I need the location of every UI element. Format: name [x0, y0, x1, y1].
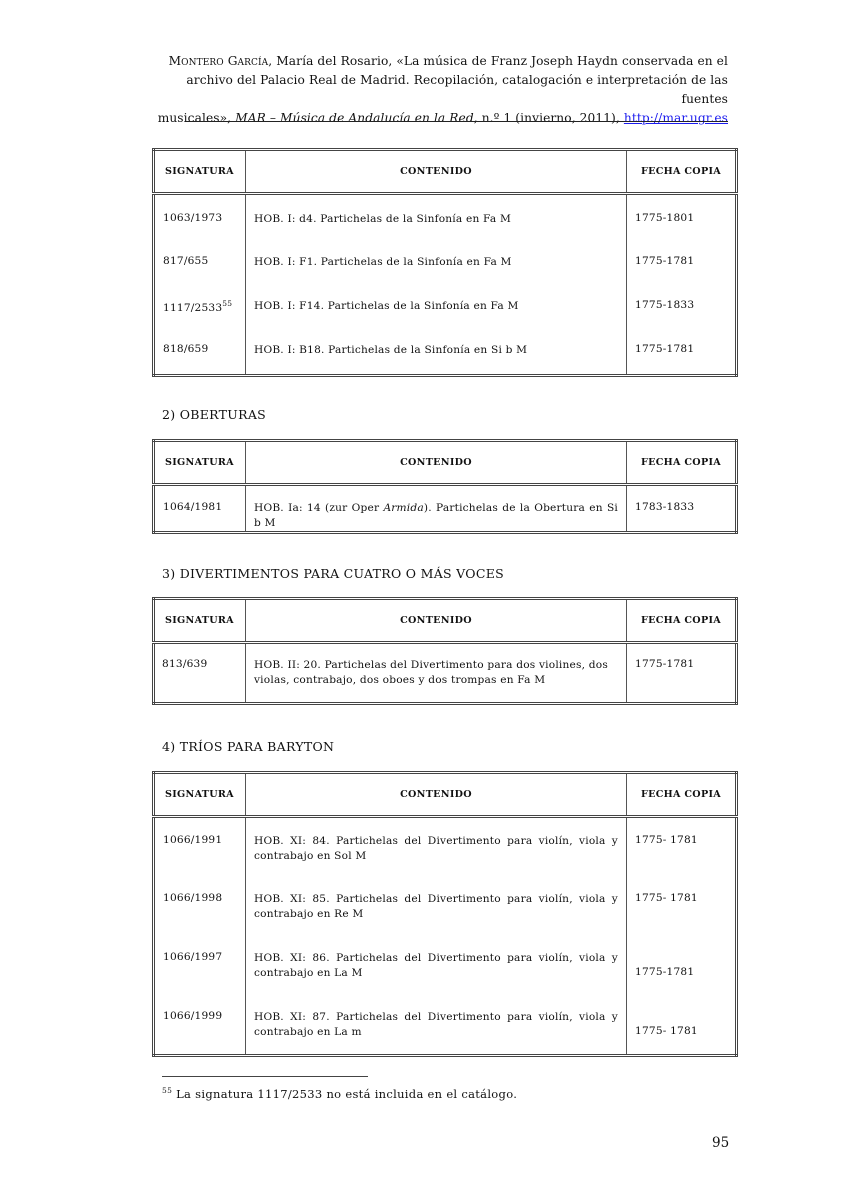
fecha-cell: 1775- 1781 — [627, 817, 737, 876]
contenido-cell: HOB. I: F14. Partichelas de la Sinfonía en Fa M — [246, 282, 627, 326]
header-line-1 — [150, 52, 728, 71]
signatura-cell: 1066/1991 — [154, 817, 246, 876]
col-fecha: FECHA COPIA — [627, 441, 737, 485]
header-line-2: archivo del Palacio Real de Madrid. Recopilación, catalogación e interpretación de las fuentes — [186, 73, 728, 106]
signatura-cell: 1066/1998 — [154, 876, 246, 935]
fecha-cell: 1775- 1781 — [627, 876, 737, 935]
signatura-cell: 817/655 — [154, 238, 246, 282]
table-row — [154, 282, 737, 326]
table-header-row — [154, 599, 737, 643]
header-rule — [186, 121, 728, 122]
footnote — [162, 1086, 517, 1101]
table-header-row — [154, 441, 737, 485]
signatura-cell — [154, 282, 246, 326]
contenido-cell: HOB. II: 20. Partichelas del Divertimento para dos violines, dos violas, contrabajo, dos oboes y dos trompas en Fa M — [246, 643, 627, 704]
table-row — [154, 876, 737, 935]
table-row — [154, 643, 737, 704]
contenido-text: HOB. Ia: 14 (zur Oper — [254, 502, 384, 514]
contenido-cell: HOB. I: B18. Partichelas de la Sinfonía en Si b M — [246, 326, 627, 376]
table-row — [154, 935, 737, 994]
table-header-row — [154, 773, 737, 817]
col-contenido: CONTENIDO — [246, 773, 627, 817]
header-text: , n.º 1 (invierno, 2011), — [473, 111, 620, 125]
journal-link[interactable]: http://mar.ugr.es — [623, 111, 728, 125]
col-signatura: SIGNATURA — [154, 441, 246, 485]
col-fecha: FECHA COPIA — [627, 150, 737, 194]
signatura-cell: 1063/1973 — [154, 194, 246, 238]
contenido-cell: HOB. XI: 84. Partichelas del Divertimento para violín, viola y contrabajo en Sol M — [246, 817, 627, 876]
footnote-text: La signatura 1117/2533 no está incluida en el catálogo. — [172, 1087, 518, 1101]
sinfonias-table — [152, 148, 738, 377]
page-number: 95 — [712, 1135, 730, 1151]
journal-title: MAR – Música de Andalucía en la Red — [235, 111, 474, 125]
signatura-cell: 1066/1997 — [154, 935, 246, 994]
contenido-text: ). Partichelas de la Obertura en Si b M — [254, 502, 618, 529]
divertimentos-table — [152, 597, 738, 705]
signatura-cell: 813/639 — [154, 643, 246, 704]
opera-title: Armida — [383, 502, 424, 514]
signatura-cell: 1064/1981 — [154, 485, 246, 533]
fecha-cell: 1775-1781 — [627, 643, 737, 704]
col-signatura: SIGNATURA — [154, 773, 246, 817]
fecha-cell: 1775-1781 — [627, 238, 737, 282]
fecha-cell: 1783-1833 — [627, 485, 737, 533]
table-row — [154, 817, 737, 876]
col-contenido: CONTENIDO — [246, 599, 627, 643]
fecha-cell: 1775-1781 — [627, 935, 737, 994]
contenido-cell: HOB. XI: 86. Partichelas del Divertimento para violín, viola y contrabajo en La M — [246, 935, 627, 994]
oberturas-table — [152, 439, 738, 534]
section-title-trios: 4) TRÍOS PARA BARYTON — [162, 739, 335, 754]
contenido-cell: HOB. XI: 87. Partichelas del Divertimento para violín, viola y contrabajo en La m — [246, 994, 627, 1056]
table-row — [154, 485, 737, 533]
col-fecha: FECHA COPIA — [627, 773, 737, 817]
fecha-cell: 1775-1781 — [627, 326, 737, 376]
table-header-row — [154, 150, 737, 194]
section-title-divertimentos: 3) DIVERTIMENTOS PARA CUATRO O MÁS VOCES — [162, 566, 504, 581]
col-signatura: SIGNATURA — [154, 150, 246, 194]
fecha-cell: 1775-1801 — [627, 194, 737, 238]
header-line-3 — [150, 109, 728, 128]
section-title-oberturas: 2) OBERTURAS — [162, 407, 267, 422]
table-row — [154, 238, 737, 282]
col-fecha: FECHA COPIA — [627, 599, 737, 643]
running-header — [150, 52, 728, 128]
table-row — [154, 194, 737, 238]
signatura-cell: 818/659 — [154, 326, 246, 376]
col-contenido: CONTENIDO — [246, 150, 627, 194]
footnote-number: 55 — [162, 1086, 173, 1095]
contenido-cell: HOB. I: F1. Partichelas de la Sinfonía en Fa M — [246, 238, 627, 282]
header-text: musicales», — [157, 111, 232, 125]
contenido-cell: HOB. XI: 85. Partichelas del Divertimento para violín, viola y contrabajo en Re M — [246, 876, 627, 935]
contenido-cell: HOB. I: d4. Partichelas de la Sinfonía en Fa M — [246, 194, 627, 238]
col-contenido: CONTENIDO — [246, 441, 627, 485]
footnote-rule — [162, 1076, 368, 1077]
trios-table — [152, 771, 738, 1057]
footnote-ref: 55 — [222, 298, 233, 308]
contenido-cell — [246, 485, 627, 533]
col-signatura: SIGNATURA — [154, 599, 246, 643]
signatura-cell: 1066/1999 — [154, 994, 246, 1056]
author-name: Montero García — [168, 54, 269, 68]
table-row — [154, 994, 737, 1056]
table-row — [154, 326, 737, 376]
header-text: , María del Rosario, «La música de Franz Joseph Haydn conservada en el — [268, 54, 728, 68]
fecha-cell: 1775- 1781 — [627, 994, 737, 1056]
fecha-cell: 1775-1833 — [627, 282, 737, 326]
signatura-text: 1117/2533 — [163, 301, 223, 314]
